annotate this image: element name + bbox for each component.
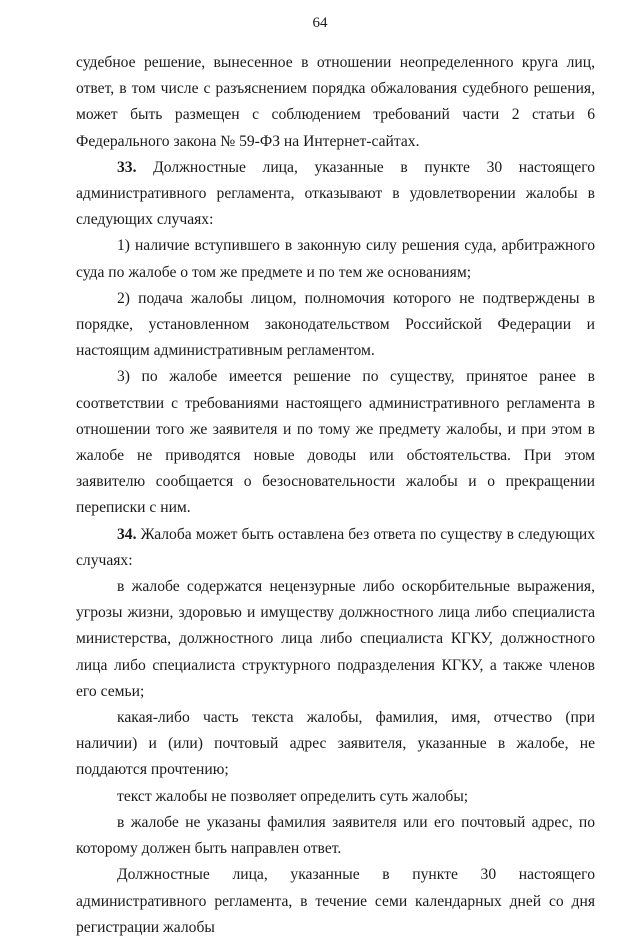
paragraph-text: 1) наличие вступившего в законную силу решения суда, арбитражного суда по жалобе о том же предмете и по тем же основаниям; [76, 237, 595, 281]
paragraph-case-unreadable [76, 705, 595, 784]
paragraph-text: 3) по жалобе имеется решение по существу, принятое ранее в соответствии с требованиями настоящего административного регламента в отношении того же заявителя и по тому же предмету жалобы, и при этом в жалобе не приводятся новые доводы или обстоятельства. При этом заявителю сообщается о безосновательности жалобы и о прекращении переписки с ним. [76, 368, 595, 517]
paragraph-text: Должностные лица, указанные в пункте 30 настоящего административного регламента, в течение семи календарных дней со дня регистрации жалобы [76, 866, 595, 936]
page-number: 64 [312, 15, 328, 31]
paragraph-subitem-3 [76, 364, 595, 521]
paragraph-continued [76, 50, 595, 155]
paragraph-text: судебное решение, вынесенное в отношении неопределенного круга лиц, ответ, в том числе с разъяснением порядка обжалования судебного решения, может быть размещен с соблюдением требований части 2 статьи 6 Федерального закона № 59-ФЗ на Интернет-сайтах. [76, 54, 595, 150]
item-number: 34. [117, 525, 137, 543]
paragraph-text: в жалобе содержатся нецензурные либо оскорбительные выражения, угрозы жизни, здоровью и имуществу должностного лица либо специалиста министерства, должностного лица либо специалиста КГКУ, должностного лица либо специалиста структурного подразделения КГКУ, а также членов его семьи; [76, 578, 595, 700]
paragraph-text: какая-либо часть текста жалобы, фамилия, имя, отчество (при наличии) и (или) почтовый адрес заявителя, указанные в жалобе, не поддаются прочтению; [76, 709, 595, 779]
paragraph-case-no-address [76, 810, 595, 862]
paragraph-text: 2) подача жалобы лицом, полномочия которого не подтверждены в порядке, установленном законодательством Российской Федерации и настоящим административным регламентом. [76, 289, 595, 360]
paragraph-item-33 [76, 155, 595, 234]
paragraph-case-obscene [76, 574, 595, 705]
paragraph-text: Должностные лица, указанные в пункте 30 настоящего административного регламента, отказывают в удовлетворении жалобы в следующих случаях: [76, 158, 595, 229]
document-body [76, 50, 595, 941]
paragraph-case-unclear [76, 784, 595, 810]
paragraph-text: Жалоба может быть оставлена без ответа по существу в следующих случаях: [76, 525, 595, 569]
paragraph-text: в жалобе не указаны фамилия заявителя или его почтовый адрес, по которому должен быть направлен ответ. [76, 813, 595, 858]
paragraph-item-34 [76, 522, 595, 574]
paragraph-subitem-2 [76, 286, 595, 365]
paragraph-subitem-1 [76, 233, 595, 285]
paragraph-officials [76, 862, 595, 941]
item-number: 33. [117, 158, 137, 176]
paragraph-text: текст жалобы не позволяет определить суть жалобы; [117, 787, 469, 805]
